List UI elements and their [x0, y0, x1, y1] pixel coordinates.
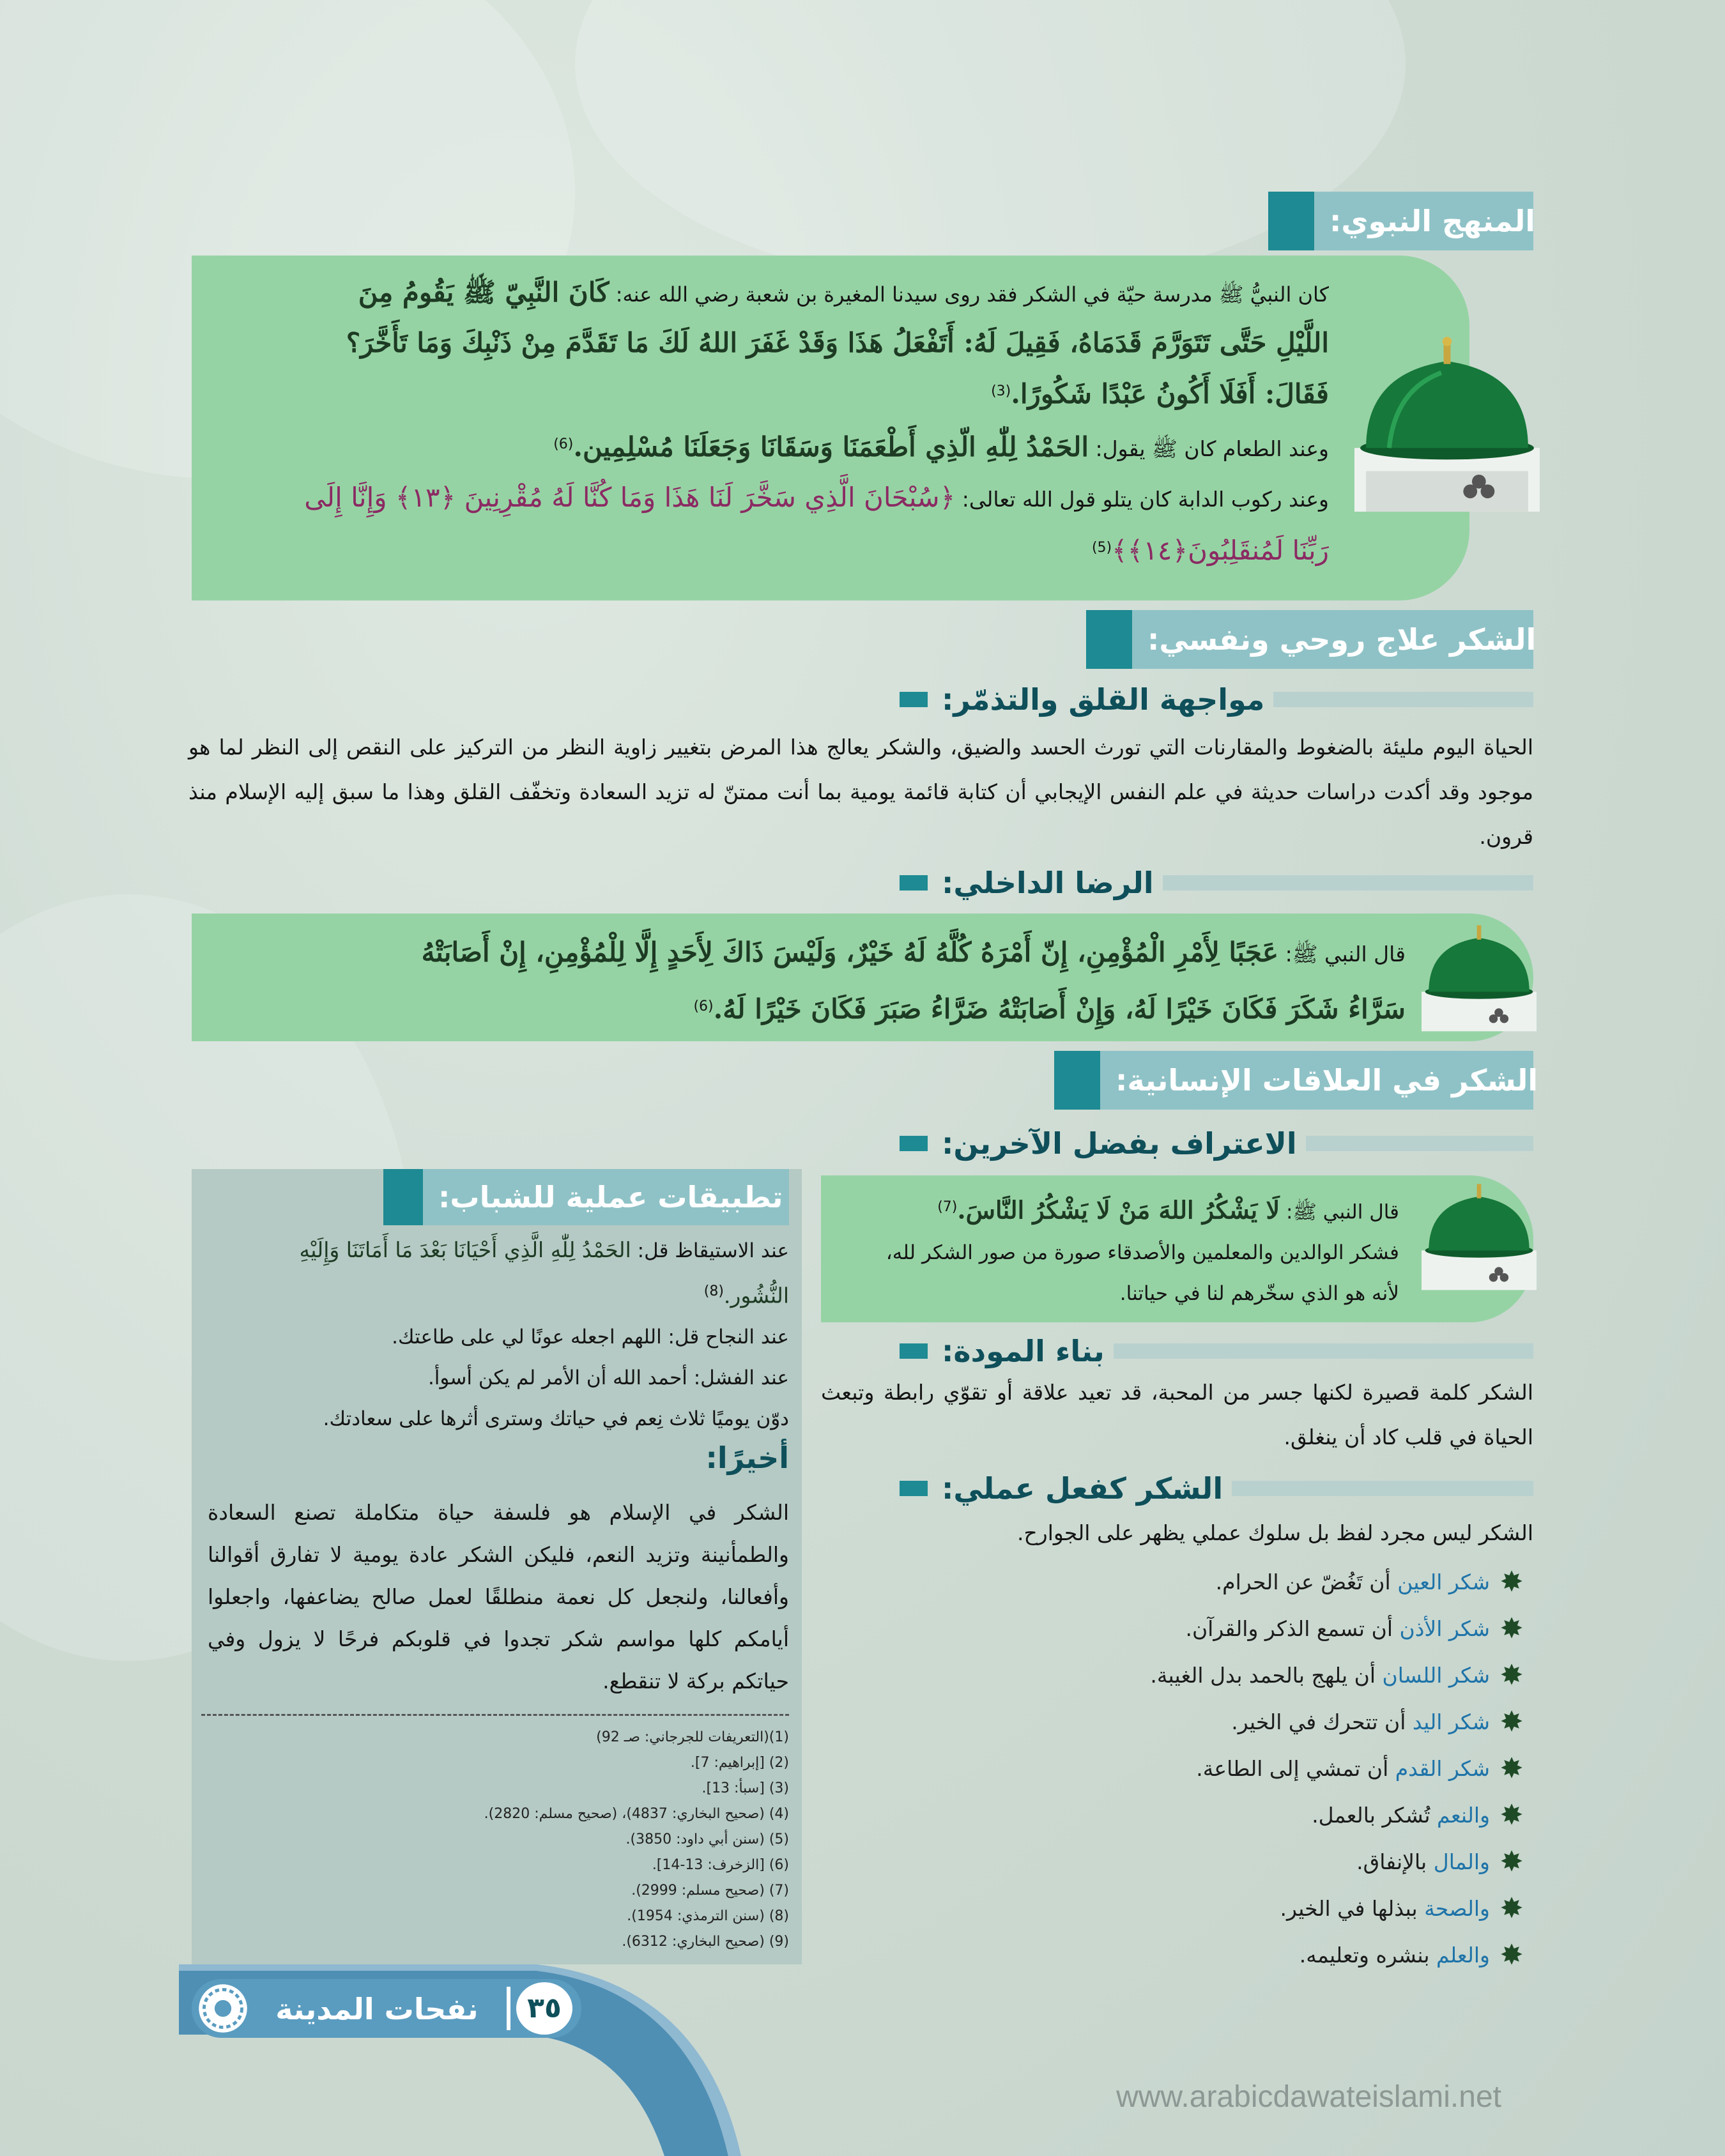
list-item	[821, 1699, 1533, 1745]
food-intro: وعند الطعام كان ﷺ يقول:	[1095, 436, 1329, 461]
prophetic-quote-line3: فَقَالَ: أَفَلَا أَكُونُ عَبْدًا شَكُورًا.	[1011, 378, 1329, 409]
subheader-title: الشكر كفعل عملي:	[942, 1471, 1223, 1506]
bullet-text: بنشره وتعليمه.	[1299, 1943, 1437, 1968]
star-bullet-icon: ✸	[1499, 1706, 1524, 1738]
wake-intro: عند الاستيقاظ قل:	[637, 1239, 789, 1262]
bullet-keyword: والنعم	[1437, 1803, 1490, 1828]
star-bullet-icon: ✸	[1499, 1659, 1524, 1692]
footnote: (6) [الزخرف: 13-14].	[652, 1857, 789, 1873]
ack-intro: قال النبي ﷺ:	[1286, 1200, 1399, 1224]
green-dome-icon	[1354, 332, 1540, 517]
subheader-marker	[900, 1343, 928, 1359]
star-bullet-icon: ✸	[1499, 1612, 1524, 1645]
list-item	[821, 1885, 1533, 1932]
bullet-text: أن تَغُضّ عن الحرام.	[1215, 1570, 1398, 1594]
footnote-ref: (6)	[553, 436, 574, 452]
bullet-keyword: شكر العين	[1397, 1570, 1490, 1594]
failure-line: عند الفشل: أحمد الله أن الأمر لم يكن أسوأ.	[427, 1366, 789, 1390]
ack-line2: فشكر الوالدين والمعلمين والأصدقاء صورة من صور الشكر لله،	[885, 1241, 1399, 1265]
food-quote: الحَمْدُ لِلّٰهِ الّذِي أَطْعَمَنَا وَسَقَانَا وَجَعَلَنَا مُسْلِمِين.	[573, 431, 1089, 463]
header-tab	[1086, 610, 1132, 669]
daily-line: دوّن يوميًا ثلاث نِعم في حياتك وسترى أثرها على سعادتك.	[323, 1407, 789, 1431]
subheader-affection	[894, 1332, 1533, 1370]
subheader-practical	[894, 1469, 1533, 1508]
footnotes-divider	[201, 1714, 789, 1716]
section-title: الشكر في العلاقات الإنسانية:	[1116, 1063, 1538, 1097]
section-header-therapy	[1086, 610, 1537, 669]
footnote-ref: (3)	[991, 383, 1011, 399]
bullet-text: تُشكر بالعمل.	[1312, 1803, 1437, 1828]
success-line: عند النجاح قل: اللهم اجعله عونًا لي على طاعتك.	[392, 1326, 789, 1349]
prophetic-quote-line2: اللَّيْلِ حَتَّى تَتَوَرَّمَ قَدَمَاهُ، فَقِيلَ لَهُ: أَتَفْعَلُ هَذَا وَقَدْ غَفَرَ اللهُ لَكَ مَا تَقَدَّمَ مِنْ ذَنْبِكَ وَمَا تَأَخَّرَ؟	[346, 327, 1329, 358]
header-tab	[383, 1169, 423, 1225]
contentment-intro: قال النبي ﷺ:	[1285, 942, 1406, 967]
subheader-line	[1273, 692, 1533, 707]
footnotes-list	[208, 1725, 789, 1955]
subheader-title: الرضا الداخلي:	[942, 866, 1154, 900]
ack-line3: لأنه هو الذي سخّرهم لنا في حياتنا.	[1119, 1282, 1399, 1306]
acknowledgment-text	[831, 1187, 1399, 1314]
subheader-title: مواجهة القلق والتذمّر:	[942, 682, 1265, 717]
subheader-line	[1306, 1136, 1533, 1151]
prophetic-text	[204, 268, 1329, 577]
footnote-ref: (6)	[693, 998, 714, 1014]
anxiety-paragraph: الحياة اليوم مليئة بالضغوط والمقارنات التي تورث الحسد والضيق، والشكر يعالج هذا المرض بتغيير زاوية النظر من التركيز على النقص إلى النظر لما هو موجود وقد أكدت دراسات حديثة في علم النفس الإيجابي أن كتابة قائمة يومية بما أنت ممتنّ له تزيد السعادة وتخفّف القلق وهذا ما سبق إليه الإسلام منذ قرون.	[188, 735, 1533, 849]
ride-verse-end: رَبِّنَا لَمُنقَلِبُونَ﴿١٤﴾﴾	[1112, 535, 1329, 566]
list-item	[821, 1745, 1533, 1792]
list-item	[821, 1839, 1533, 1885]
wake-quote-end: النُّشُور.	[723, 1283, 789, 1308]
list-item	[821, 1559, 1533, 1605]
sidebar-applications	[208, 1230, 789, 1439]
bullet-keyword: شكر القدم	[1395, 1756, 1490, 1781]
ride-intro: وعند ركوب الدابة كان يتلو قول الله تعالى:	[962, 487, 1329, 512]
subheader-marker	[900, 692, 928, 707]
affection-paragraph: الشكر كلمة قصيرة لكنها جسر من المحبة، قد تعيد علاقة أو تقوّي رابطة وتبعث الحياة في قلب كاد أن ينغلق.	[821, 1380, 1533, 1449]
list-item	[821, 1932, 1533, 1978]
list-item	[821, 1652, 1533, 1699]
footnote: (9) (صحيح البخاري: 6312).	[622, 1934, 789, 1950]
bullet-keyword: شكر اللسان	[1382, 1663, 1490, 1688]
bullet-keyword: والمال	[1433, 1849, 1490, 1874]
subheader-line	[1163, 875, 1533, 891]
footnote: (4) (صحيح البخاري: 4837)، (صحيح مسلم: 2820).	[484, 1806, 789, 1822]
subheader-title: الاعتراف بفضل الآخرين:	[942, 1126, 1297, 1161]
list-item	[821, 1792, 1533, 1839]
footnote-ref: (5)	[1091, 540, 1112, 556]
subheader-title: بناء المودة:	[942, 1334, 1105, 1368]
bullet-text: أن تمشي إلى الطاعة.	[1196, 1756, 1395, 1781]
footnote: (1)(التعريفات للجرجاني: صـ 92)	[596, 1729, 789, 1745]
bullet-text: بالإنفاق.	[1356, 1849, 1434, 1874]
bullet-keyword: شكر الأذن	[1399, 1616, 1490, 1641]
footer-divider	[507, 1987, 510, 2030]
subheader-line	[1114, 1343, 1533, 1359]
header-tab	[1054, 1051, 1100, 1110]
contentment-text	[204, 926, 1406, 1037]
bullet-keyword: شكر اليد	[1412, 1709, 1490, 1734]
footnote: (3) [سبأ: 13].	[702, 1780, 789, 1796]
star-bullet-icon: ✸	[1499, 1846, 1524, 1878]
footnote: (2) [إبراهيم: 7].	[690, 1755, 789, 1771]
contentment-quote-line2: سَرَّاءُ شَكَرَ فَكَانَ خَيْرًا لَهُ، وَإِنْ أَصَابَتْهُ ضَرَّاءُ صَبَرَ فَكَانَ خَيْرًا لَهُ.	[713, 993, 1406, 1025]
footnote: (7) (صحيح مسلم: 2999).	[631, 1883, 789, 1899]
bullet-keyword: والعلم	[1436, 1943, 1490, 1968]
list-item	[821, 1605, 1533, 1652]
subheader-marker	[900, 1481, 928, 1496]
ack-quote: لَا يَشْكُرُ اللهَ مَنْ لَا يَشْكُرُ النَّاسَ.	[957, 1195, 1280, 1225]
footnote-ref: (8)	[703, 1283, 724, 1299]
finally-paragraph: الشكر في الإسلام هو فلسفة حياة متكاملة تصنع السعادة والطمأنينة وتزيد النعم، فليكن الشكر عادة يومية لا تفارق أقوالنا وأفعالنا، ولنجعل كل نعمة منطلقًا لعمل صالح يضاعفها، واجعلوا أيامكم كلها مواسم شكر تجدوا في قلوبكم فرحًا لا يزول وفي حياتكم بركة لا تنقطع.	[208, 1500, 789, 1693]
subheader-marker	[900, 1136, 928, 1151]
contentment-quote-line1: عَجَبًا لِأَمْرِ الْمُؤْمِنِ، إِنّ أَمْرَهُ كُلَّهُ لَهُ خَيْرٌ، وَلَيْسَ ذَاكَ لِأَحَدٍ إِلَّا لِلْمُؤْمِنِ، إِنْ أَصَابَتْهُ	[421, 937, 1279, 968]
green-dome-icon	[1422, 920, 1537, 1035]
finally-title: أخيرًا:	[705, 1441, 789, 1475]
magazine-name: نفحات المدينة	[275, 1992, 479, 2026]
prophetic-intro: كان النبيُّ ﷺ مدرسة حيّة في الشكر فقد روى سيدنا المغيرة بن شعبة رضي الله عنه:	[615, 282, 1329, 307]
section-title: المنهج النبوي:	[1330, 204, 1536, 238]
footnote: (5) (سنن أبي داود: 3850).	[625, 1831, 789, 1847]
footnote: (8) (سنن الترمذي: 1954).	[627, 1908, 789, 1924]
website-url: www.arabicdawateislami.net	[1116, 2080, 1501, 2114]
sidebar-header	[383, 1169, 789, 1225]
bullet-text: أن يلهج بالحمد بدل الغيبة.	[1150, 1663, 1383, 1688]
bullet-text: أن تتحرك في الخير.	[1231, 1709, 1413, 1734]
star-bullet-icon: ✸	[1499, 1939, 1524, 1971]
bullet-text: ببذلها في الخير.	[1280, 1896, 1425, 1921]
subheader-marker	[900, 875, 928, 891]
practical-intro: الشكر ليس مجرد لفظ بل سلوك عملي يظهر على الجوارح.	[1016, 1520, 1533, 1545]
rosette-icon	[197, 1982, 249, 2035]
star-bullet-icon: ✸	[1499, 1892, 1524, 1925]
subheader-line	[1232, 1481, 1533, 1496]
ride-verse: ﴿سُبْحَانَ الَّذِي سَخَّرَ لَنَا هَذَا وَمَا كُنَّا لَهُ مُقْرِنِينَ ﴿١٣﴾ وَإِنَّا إِلَى	[304, 482, 956, 513]
section-title: الشكر علاج روحي ونفسي:	[1147, 622, 1537, 657]
subheader-acknowledgment	[894, 1124, 1533, 1163]
footnote-ref: (7)	[937, 1199, 958, 1215]
subheader-anxiety	[894, 680, 1533, 719]
header-tab	[1268, 192, 1314, 250]
green-dome-icon	[1422, 1179, 1537, 1294]
section-header-prophetic	[1268, 192, 1536, 250]
section-header-relations	[1054, 1051, 1538, 1110]
sidebar-title: تطبيقات عملية للشباب:	[438, 1180, 783, 1214]
bullet-text: أن تسمع الذكر والقرآن.	[1185, 1616, 1400, 1641]
practical-bullet-list	[821, 1559, 1533, 1978]
prophetic-quote-start: كَانَ النَّبِيّ ﷺ يَقُومُ مِنَ	[358, 277, 610, 308]
star-bullet-icon: ✸	[1499, 1799, 1524, 1831]
subheader-contentment	[894, 864, 1533, 902]
page-number: ٣٥	[516, 1982, 572, 2035]
wake-quote: الحَمْدُ لِلّٰهِ الَّذِي أَحْيَانَا بَعْدَ مَا أَمَاتَنَا وَإِلَيْهِ	[299, 1237, 631, 1262]
bullet-keyword: والصحة	[1424, 1896, 1490, 1921]
star-bullet-icon: ✸	[1499, 1566, 1524, 1598]
star-bullet-icon: ✸	[1499, 1752, 1524, 1785]
